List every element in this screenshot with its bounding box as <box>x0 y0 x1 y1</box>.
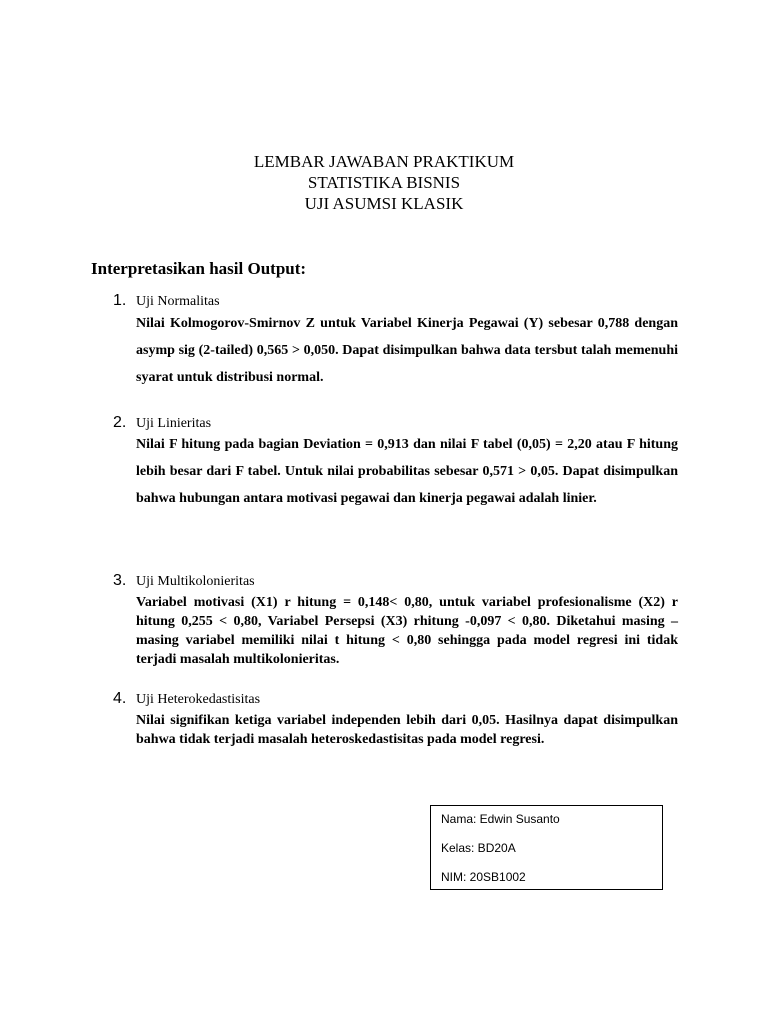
item-title: Uji Normalitas <box>136 294 220 309</box>
item-number: 1. <box>113 292 127 309</box>
item-title: Uji Linieritas <box>136 416 212 431</box>
item-body: Nilai Kolmogorov-Smirnov Z untuk Variabel Kinerja Pegawai (Y) sebesar 0,788 dengan asymp sig (2-tailed) 0,565 > 0,050. Dapat disimpulkan bahwa data tersbut talah memenuhi syarat untuk distribusi normal. <box>136 316 678 385</box>
item-title: Uji Heterokedastisitas <box>136 692 261 707</box>
title-line-3: UJI ASUMSI KLASIK <box>304 194 464 213</box>
title-line-1: LEMBAR JAWABAN PRAKTIKUM <box>253 152 515 171</box>
title-line-2: STATISTIKA BISNIS <box>307 173 461 192</box>
student-info-box <box>430 805 663 890</box>
document-title <box>0 151 768 214</box>
item-number: 4. <box>113 690 127 707</box>
item-title: Uji Multikolonieritas <box>136 574 255 589</box>
student-class: Kelas: BD20A <box>441 841 516 855</box>
item-number: 2. <box>113 414 127 431</box>
item-body: Variabel motivasi (X1) r hitung = 0,148< 0,80, untuk variabel profesionalisme (X2) r hitung 0,255 < 0,80, Variabel Persepsi (X3) rhitung -0,097 < 0,80. Diketahui masing – masing variabel memiliki nilai t hitung < 0,80 sehingga pada model regresi ini tidak terjadi masalah multikolonieritas. <box>136 595 678 667</box>
item-number: 3. <box>113 572 127 589</box>
student-name: Nama: Edwin Susanto <box>441 812 560 826</box>
student-nim: NIM: 20SB1002 <box>441 870 526 884</box>
item-body: Nilai signifikan ketiga variabel independen lebih dari 0,05. Hasilnya dapat disimpulkan bahwa tidak terjadi masalah heteroskedastisitas pada model regresi. <box>136 713 678 747</box>
section-heading: Interpretasikan hasil Output: <box>91 259 307 278</box>
item-body: Nilai F hitung pada bagian Deviation = 0,913 dan nilai F tabel (0,05) = 2,20 atau F hitung lebih besar dari F tabel. Untuk nilai probabilitas sebesar 0,571 > 0,05. Dapat disimpulkan bahwa hubungan antara motivasi pegawai dan kinerja pegawai adalah linier. <box>136 437 678 506</box>
